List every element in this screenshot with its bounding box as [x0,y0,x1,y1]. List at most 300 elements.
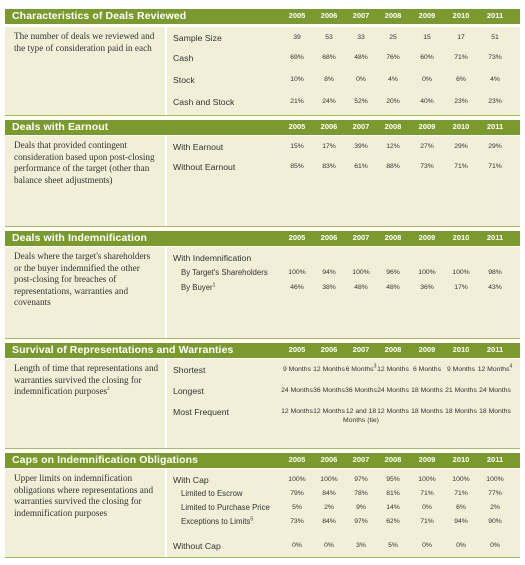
cell-value [312,163,346,172]
cell-value [344,284,378,293]
cell-value-text: 39% [354,143,368,150]
cell-value-text: 6% [456,76,466,83]
year-header: 2007 [352,122,370,131]
cell-value-text: 0% [456,542,466,549]
cell-value [376,542,410,551]
cell-value-text: 100% [452,269,470,276]
cell-value [280,542,314,551]
cell-value [344,490,378,499]
cell-value [478,76,512,85]
cell-value [478,34,512,43]
cell-value [344,163,378,172]
cell-value [444,98,478,107]
cell-value-text: 100% [352,269,370,276]
year-header: 2011 [486,233,504,242]
cell-value-text: 36% [420,284,434,291]
cell-value-text: 62% [386,518,400,525]
year-header: 2009 [418,233,436,242]
section-description [5,247,165,338]
row-label-text: With Indemnification [173,253,252,263]
year-header: 2005 [288,11,306,20]
cell-value-text: 84% [322,518,336,525]
cell-value [410,542,444,551]
cell-value-text: 0% [324,542,334,549]
cell-value-text: 73% [488,54,502,61]
cell-value [410,476,444,485]
cell-value [376,163,410,172]
year-header: 2006 [320,345,338,354]
section-header [5,343,520,358]
cell-value [344,98,378,107]
cell-value [444,490,478,499]
row-label [181,517,253,526]
cell-value [475,408,515,417]
cell-value-text: 100% [486,476,504,483]
cell-value [478,476,512,485]
section-title: Deals with Earnout [12,121,109,133]
cell-value-text: 17% [454,284,468,291]
cell-value-text: 9 Months [283,366,311,373]
cell-value-text: 76% [386,54,400,61]
cell-value-text: 10% [290,76,304,83]
section-body [5,469,520,557]
year-header: 2010 [452,11,470,20]
cell-value-text: 48% [354,54,368,61]
cell-value [280,54,314,63]
cell-value [376,518,410,527]
cell-value [280,34,314,43]
cell-value [376,269,410,278]
cell-value-text: 18 Months [479,408,511,415]
cell-value-text: 83% [322,163,336,170]
cell-value [478,269,512,278]
row-label-text: Cash [173,53,194,63]
cell-value-text: 12 and 18 Months (tie) [343,408,379,424]
cell-value-text: 21 Months [445,387,477,394]
cell-value-text: 24 Months [281,387,313,394]
cell-value-text: 12 Months [313,366,345,373]
cell-value-text: 12 Months [377,366,409,373]
year-header: 2010 [452,345,470,354]
section-divider [5,557,520,558]
cell-value [312,542,346,551]
year-header: 2009 [418,345,436,354]
cell-value [444,34,478,43]
row-label [181,268,268,277]
cell-value [280,76,314,85]
cell-value-text: 36 Months [345,387,377,394]
year-header: 2009 [418,122,436,131]
year-header: 2008 [384,345,402,354]
row-label-text: By Target's Shareholders [181,268,268,277]
section-description [5,27,165,115]
cell-value-text: 12 Months [313,408,345,415]
section-header [5,9,520,24]
cell-value-text: 69% [290,54,304,61]
cell-value-text: 9% [356,504,366,511]
cell-value-text: 40% [420,98,434,105]
description-text: Upper limits on indemnification obligations where representations and warranties survived the closing for indemnification purposes [14,473,154,518]
cell-value-text: 97% [354,476,368,483]
row-label [181,489,243,498]
cell-value [376,476,410,485]
cell-value [312,284,346,293]
year-header: 2010 [452,122,470,131]
section-title: Survival of Representations and Warranties [12,344,234,356]
cell-value-text: 78% [354,490,368,497]
cell-value [312,269,346,278]
cell-value [444,518,478,527]
section-description [5,359,165,448]
cell-value [410,98,444,107]
cell-value-text: 39 [293,34,301,41]
year-header: 2011 [486,345,504,354]
cell-value [312,98,346,107]
cell-value-text: 20% [386,98,400,105]
row-label-text: Cash and Stock [173,97,235,107]
cell-value-text: 12% [386,143,400,150]
cell-value-text: 33 [357,34,365,41]
section-body [5,359,520,448]
year-header: 2009 [418,11,436,20]
cell-value [344,143,378,152]
cell-value-text: 0% [356,76,366,83]
cell-value [344,504,378,513]
cell-value-text: 23% [454,98,468,105]
year-header: 2005 [288,233,306,242]
cell-value [344,518,378,527]
cell-value [280,518,314,527]
cell-value [376,98,410,107]
cell-value [376,76,410,85]
section-data [167,469,520,557]
section-header [5,120,520,135]
section-data [167,27,520,115]
cell-value-text: 12 Months [281,408,313,415]
cell-value-text: 5% [292,504,302,511]
year-header: 2011 [486,455,504,464]
cell-value-text: 48% [386,284,400,291]
cell-value [444,76,478,85]
cell-value-text: 12 Months [477,366,510,373]
cell-value-text: 79% [290,490,304,497]
cell-value-text: 24 Months [479,387,511,394]
cell-value-text: 71% [420,518,434,525]
cell-value-text: 18 Months [411,387,443,394]
row-label-text: Without Earnout [173,162,236,172]
section-divider [5,226,520,227]
section-divider [5,448,520,449]
cell-value-text: 18 Months [445,408,477,415]
cell-value-text: 52% [354,98,368,105]
row-label-text: Stock [173,75,195,85]
section-title: Caps on Indemnification Obligations [12,454,199,466]
cell-value [478,518,512,527]
cell-value-text: 71% [454,54,468,61]
footnote-marker: 5 [250,516,254,523]
row-label-text: Sample Size [173,33,222,43]
cell-value [376,504,410,513]
cell-value [312,476,346,485]
cell-value-text: 94% [322,269,336,276]
year-header: 2007 [352,233,370,242]
cell-value-text: 100% [418,269,436,276]
cell-value [344,34,378,43]
cell-value-text: 77% [488,490,502,497]
cell-value [478,163,512,172]
section-description [5,469,165,557]
cell-value-text: 88% [386,163,400,170]
cell-value [478,284,512,293]
cell-value-text: 4% [490,76,500,83]
year-header: 2006 [320,11,338,20]
cell-value [410,34,444,43]
year-header: 2011 [486,11,504,20]
cell-value [478,98,512,107]
row-label-text: By Buyer [181,283,213,292]
cell-value [280,163,314,172]
cell-value [410,490,444,499]
cell-value [444,504,478,513]
description-text: Deals where the target's shareholders or the buyer indemnified the other post-closing for breaches of representations, warranties and covenants [14,251,151,307]
year-header: 2008 [384,233,402,242]
cell-value-text: 85% [290,163,304,170]
cell-value-text: 71% [454,490,468,497]
footnote-marker: 3 [373,363,377,370]
cell-value-text: 0% [490,542,500,549]
cell-value-text: 73% [290,518,304,525]
cell-value-text: 81% [386,490,400,497]
year-header: 2008 [384,122,402,131]
cell-value [376,54,410,63]
row-label-text: Limited to Escrow [181,489,243,498]
cell-value-text: 0% [292,542,302,549]
cell-value [280,504,314,513]
cell-value [444,163,478,172]
cell-value-text: 68% [322,54,336,61]
cell-value-text: 0% [422,504,432,511]
cell-value [344,76,378,85]
row-label-text: Exceptions to Limits [181,517,251,526]
cell-value-text: 17 [457,34,465,41]
cell-value-text: 100% [452,476,470,483]
cell-value-text: 73% [420,163,434,170]
cell-value [280,284,314,293]
footnote-marker: 2 [107,386,110,392]
cell-value-text: 4% [388,76,398,83]
cell-value [312,54,346,63]
cell-value [410,76,444,85]
row-label [173,475,209,485]
cell-value [410,163,444,172]
row-label [173,142,223,152]
cell-value-text: 8% [324,76,334,83]
cell-value-text: 98% [488,269,502,276]
section-title: Characteristics of Deals Reviewed [12,10,187,22]
cell-value [478,542,512,551]
cell-value [376,490,410,499]
cell-value [475,363,515,375]
cell-value [444,542,478,551]
cell-value [444,54,478,63]
section-description [5,136,165,226]
cell-value [410,284,444,293]
row-label [181,503,270,512]
cell-value [410,143,444,152]
year-header: 2005 [288,122,306,131]
cell-value [312,34,346,43]
cell-value-text: 96% [386,269,400,276]
cell-value [280,269,314,278]
cell-value [312,518,346,527]
section-body [5,27,520,115]
cell-value-text: 15 [423,34,431,41]
cell-value [410,504,444,513]
cell-value-text: 9 Months [447,366,475,373]
cell-value-text: 17% [322,143,336,150]
row-label-text: With Cap [173,475,209,485]
row-label-text: Most Frequent [173,407,230,417]
row-label [173,75,195,85]
cell-value [444,143,478,152]
cell-value-text: 24% [322,98,336,105]
cell-value [444,269,478,278]
year-header: 2007 [352,345,370,354]
row-label [181,283,215,292]
year-header: 2009 [418,455,436,464]
row-label [173,386,204,396]
cell-value-text: 90% [488,518,502,525]
year-header: 2010 [452,455,470,464]
year-header: 2008 [384,11,402,20]
section-header [5,231,520,246]
cell-value [376,284,410,293]
year-header: 2006 [320,233,338,242]
cell-value-text: 6 Months [345,366,374,373]
year-header: 2011 [486,122,504,131]
row-label [173,162,235,172]
cell-value-text: 100% [320,476,338,483]
cell-value [344,269,378,278]
row-label-text: Longest [173,386,204,396]
cell-value [280,143,314,152]
row-label-text: Without Cap [173,541,221,551]
cell-value-text: 2% [490,504,500,511]
cell-value-text: 0% [422,76,432,83]
cell-value-text: 23% [488,98,502,105]
cell-value-text: 2% [324,504,334,511]
year-header: 2006 [320,455,338,464]
cell-value-text: 6 Months [413,366,441,373]
cell-value-text: 43% [488,284,502,291]
description-text: Length of time that representations and warranties survived the closing for indemnification purposes [14,363,159,396]
cell-value [478,504,512,513]
cell-value [312,504,346,513]
cell-value-text: 15% [290,143,304,150]
cell-value-text: 61% [354,163,368,170]
cell-value [444,476,478,485]
cell-value-text: 36 Months [313,387,345,394]
year-header: 2010 [452,233,470,242]
row-label [173,33,222,43]
cell-value-text: 24 Months [377,387,409,394]
year-header: 2008 [384,455,402,464]
cell-value [312,490,346,499]
row-label-text: With Earnout [173,142,224,152]
row-label [173,407,229,417]
cell-value-text: 29% [488,143,502,150]
row-label [173,253,251,263]
cell-value-text: 84% [322,490,336,497]
row-label [173,97,234,107]
cell-value-text: 38% [322,284,336,291]
cell-value [376,34,410,43]
cell-value [312,76,346,85]
cell-value-text: 53 [325,34,333,41]
cell-value [410,269,444,278]
year-header: 2006 [320,122,338,131]
cell-value-text: 97% [354,518,368,525]
cell-value-text: 51 [491,34,499,41]
cell-value [410,518,444,527]
cell-value [344,476,378,485]
cell-value-text: 25 [389,34,397,41]
cell-value [344,54,378,63]
cell-value-text: 12 Months [377,408,409,415]
row-label [173,365,205,375]
cell-value-text: 60% [420,54,434,61]
cell-value-text: 3% [356,542,366,549]
cell-value [410,54,444,63]
section-body [5,247,520,338]
cell-value [280,98,314,107]
cell-value [344,542,378,551]
cell-value [280,476,314,485]
cell-value-text: 46% [290,284,304,291]
year-header: 2005 [288,345,306,354]
row-label-text: Limited to Purchase Price [181,503,270,512]
cell-value [478,490,512,499]
row-label [173,53,193,63]
cell-value [475,387,515,396]
cell-value-text: 100% [418,476,436,483]
cell-value-text: 71% [420,490,434,497]
cell-value-text: 100% [288,269,306,276]
cell-value-text: 29% [454,143,468,150]
cell-value [376,143,410,152]
cell-value-text: 18 Months [411,408,443,415]
description-text: The number of deals we reviewed and the type of consideration paid in each [14,31,155,53]
description-text: Deals that provided contingent consideration based upon post-closing performance of the target (other than balance sheet adjustments) [14,140,155,185]
row-label [173,541,221,551]
cell-value-text: 71% [488,163,502,170]
year-header: 2007 [352,11,370,20]
cell-value-text: 6% [456,504,466,511]
cell-value [478,143,512,152]
footnote-marker: 4 [509,363,513,370]
cell-value [478,54,512,63]
cell-value-text: 71% [454,163,468,170]
footnote-marker: 1 [212,282,216,289]
section-data [167,359,520,448]
section-body [5,136,520,226]
year-header: 2007 [352,455,370,464]
row-label-text: Shortest [173,365,206,375]
cell-value-text: 21% [290,98,304,105]
cell-value [444,284,478,293]
cell-value-text: 100% [288,476,306,483]
cell-value-text: 5% [388,542,398,549]
